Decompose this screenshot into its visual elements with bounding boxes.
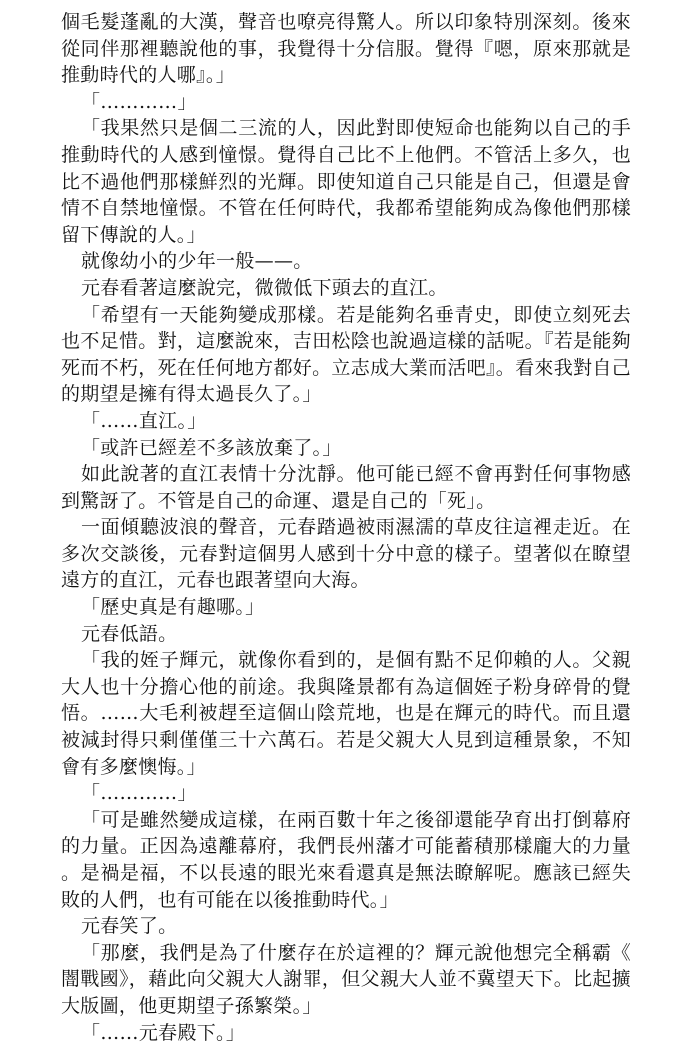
paragraph: 個毛髮蓬亂的大漢，聲音也嘹亮得驚人。所以印象特別深刻。後來從同伴那裡聽說他的事，我覺得十分信服。覺得『嗯，原來那就是推動時代的人哪』。」 (61, 11, 631, 87)
paragraph: 「…………」 (80, 782, 197, 805)
paragraph: 「……元春殿下。」 (80, 1021, 246, 1044)
paragraph: 「我的姪子輝元，就像你看到的，是個有點不足仰賴的人。父親大人也十分擔心他的前途。我與隆景都有為這個姪子粉身碎骨的覺悟。……大毛利被趕至這個山陰荒地，也是在輝元的時代。而且還被減封得只剩僅僅三十六萬石。若是父親大人見到這種景象，不知會有多麼懊悔。」 (61, 649, 631, 778)
paragraph: 「可是雖然變成這樣，在兩百數十年之後卻還能孕育出打倒幕府的力量。正因為遠離幕府，我們長州藩才可能蓄積那樣龐大的力量。是禍是福，不以長遠的眼光來看還真是無法瞭解呢。應該已經失敗的人們，也有可能在以後推動時代。」 (61, 808, 631, 911)
paragraph: 如此說著的直江表情十分沈靜。他可能已經不會再對任何事物感到驚訝了。不管是自己的命運、還是自己的「死」。 (61, 463, 631, 512)
paragraph: 就像幼小的少年一般——。 (80, 250, 313, 273)
paragraph: 「希望有一天能夠變成那樣。若是能夠名垂青史，即使立刻死去也不足惜。對，這麼說來，吉田松陰也說過這樣的話呢。『若是能夠死而不朽，死在任何地方都好。立志成大業而活吧』。看來我對自己的期望是擁有得太過長久了。」 (61, 303, 631, 406)
paragraph: 元春低語。 (80, 622, 178, 645)
paragraph: 元春看著這麼說完，微微低下頭去的直江。 (80, 276, 448, 299)
novel-page (61, 9, 631, 1046)
paragraph: 「…………」 (80, 90, 197, 113)
paragraph: 「……直江。」 (80, 409, 207, 432)
paragraph: 「我果然只是個二三流的人，因此對即使短命也能夠以自己的手推動時代的人感到憧憬。覺得自己比不上他們。不管活上多久，也比不過他們那樣鮮烈的光輝。即使知道自己只能是自己，但還是會情不自禁地憧憬。不管在任何時代，我都希望能夠成為像他們那樣留下傳說的人。」 (61, 117, 631, 246)
paragraph: 元春笑了。 (80, 915, 178, 938)
paragraph: 「或許已經差不多該放棄了。」 (80, 436, 342, 459)
paragraph: 一面傾聽波浪的聲音，元春踏過被雨濕濡的草皮往這裡走近。在多次交談後，元春對這個男人感到十分中意的樣子。望著似在瞭望遠方的直江，元春也跟著望向大海。 (61, 516, 631, 592)
paragraph: 「那麼，我們是為了什麼存在於這裡的？輝元說他想完全稱霸《闇戰國》，藉此向父親大人謝罪，但父親大人並不冀望天下。比起擴大版圖，他更期望子孫繁榮。」 (61, 941, 631, 1017)
paragraph: 「歷史真是有趣哪。」 (80, 596, 265, 619)
